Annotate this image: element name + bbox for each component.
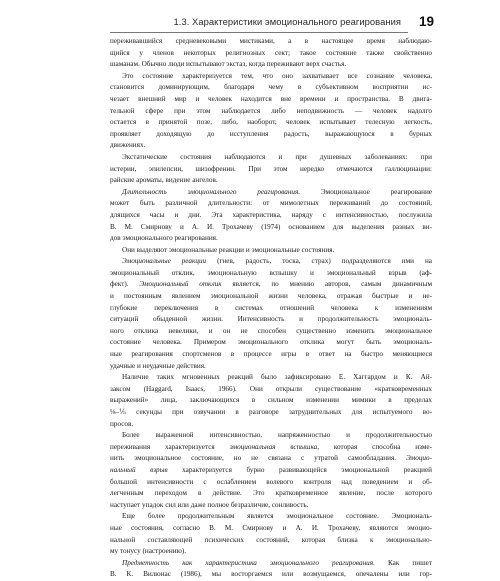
text-line: переживавшийся средневековыми мистиками, а в настоящее время наблюдаю- <box>110 37 432 45</box>
running-header <box>110 10 408 33</box>
text-line: В. М. Смирнову и А. И. Трохачеву (1974) основанием для выделения разных ви- <box>110 222 432 231</box>
text-line: нальной составляющей психических состояний, которая близка к эмоционально- <box>110 535 432 544</box>
text-line: ные реагирования спортсменов в процессе игры в ответ на быстро меняющиеся <box>110 350 432 359</box>
text-line: ситуаций обыденной жизни. Интенсивность и продолжительность эмоциональ- <box>110 315 432 324</box>
text-line: Они выделяют эмоциональные реакции и эмоциональные состояния. <box>122 245 335 254</box>
text-line: выражений» лица, заключающихся в сильном изменении мимики в пределах <box>110 396 432 405</box>
text-line: переживания характеризуется эмоциональная вспышка, которая способна изме- <box>110 442 432 451</box>
text-line: длящихся часы и дни. Эта характеристика, наряду с интенсивностью, послужила <box>110 210 432 219</box>
text-line: может быть различной длительности: от мимолетных переживаний до состояний, <box>110 199 432 208</box>
text-line: остается в принятой позе, либо, наоборот, человек испытывает телесную легкость, <box>110 118 432 127</box>
text-line: шаманам. Обычно люди испытывают экстаз, когда переживают верх счастья. <box>110 60 347 69</box>
text-line: и постоянным явлением эмоциональной жизни человека, отражая быстрые и не- <box>110 292 432 301</box>
text-line: просов. <box>110 419 134 428</box>
text-line: Предметность как характеристика эмоционального реагирования. Как пишет <box>122 558 432 567</box>
text-line: становится доминирующим, благодаря чему в субъективном восприятии ис- <box>110 83 432 92</box>
text-line: В. К. Вилюнас (1986), мы восторгаемся или возмущаемся, опечалены или гор- <box>110 570 432 579</box>
text-line: тельной сфере при этом наблюдается либо неподвижность — человек надолго <box>110 106 432 115</box>
text-line: истерии, эпилепсии, шизофрении. При этом нередко отмечаются галлюцинации: <box>110 164 432 173</box>
text-line: райские ароматы, видение ангелов. <box>110 176 218 185</box>
text-line: Более выраженной интенсивностью, напряженностью и продолжительностью <box>122 431 432 440</box>
text-line: Еще более продолжительным является эмоциональное состояние. Эмоциональ- <box>122 512 432 521</box>
text-line: Экстатические состояния наблюдаются и при душевных заболеваниях: при <box>122 152 432 161</box>
text-line: ⅛–⅕ секунды при озвучании в разговоре затруднительных для испытуемого во- <box>110 408 432 416</box>
text-line: заксом (Haggard, Isaacs, 1966). Они открыли существование «кратковременных <box>110 384 432 393</box>
header-rule <box>110 32 408 33</box>
text-line: удачные и неудачные действия. <box>110 361 206 370</box>
text-line: легченным переходом в действие. Это кратковременное явление, после которого <box>110 489 432 498</box>
text-line: эмоциональный отклик, эмоциональную вспышку и эмоциональный взрыв (аф- <box>110 268 432 277</box>
text-line: Наличие таких мгновенных реакций было зафиксировано Е. Хаггардом и К. Ай- <box>122 373 432 382</box>
text-line: проявляет доходящую до исступления радость, выражающуюся в бурных <box>110 129 432 138</box>
text-line: чезает внешний мир и человек находится вне времени и пространства. В двига- <box>110 94 432 103</box>
text-line: Это состояние характеризуется тем, что оно захватывает все сознание человека, <box>122 71 432 80</box>
text-line: большой интенсивности с ослаблением волевого контроля над поведением и об- <box>110 477 432 486</box>
text-line: дов эмоционального реагирования. <box>110 234 218 243</box>
text-line: Эмоциональные реакции (гнев, радость, тоска, страх) подразделяются ими на <box>122 257 432 266</box>
text-line: ного отклика невелики, и он не способен существенно изменить эмоциональное <box>110 326 432 335</box>
body-text <box>110 36 432 581</box>
text-line: глубокие переключения в системах отношений человека к изменениям <box>110 303 432 312</box>
text-line: Длительность эмоционального реагирования. Эмоциональное реагирование <box>122 187 432 196</box>
text-line: ные состояния, согласно В. М. Смирнову и А. И. Трохачеву, являются эмоцио- <box>110 523 432 532</box>
text-line: движениях. <box>110 141 146 150</box>
running-header-title: 1.3. Характеристики эмоционального реагирования <box>173 16 401 27</box>
text-line: нальный взрыв характеризуется бурно развивающейся эмоциональной реакцией <box>110 465 432 474</box>
text-line: му тонусу (настроению). <box>110 547 187 556</box>
page-number: 19 <box>418 14 434 29</box>
text-line: состояние человека. Примером эмоционального отклика могут быть эмоциональ- <box>110 338 432 347</box>
text-line: фект). Эмоциональный отклик является, по мнению авторов, самым динамичным <box>110 280 432 289</box>
text-line: наступает упадок сил или даже полное безразличие, сонливость. <box>110 500 309 509</box>
text-line: нить эмоциональное состояние, но не связана с утратой самообладания. Эмоцио- <box>110 454 432 463</box>
text-line: щийся у членов некоторых религиозных сект; такое состояние также свойственно <box>110 48 432 57</box>
